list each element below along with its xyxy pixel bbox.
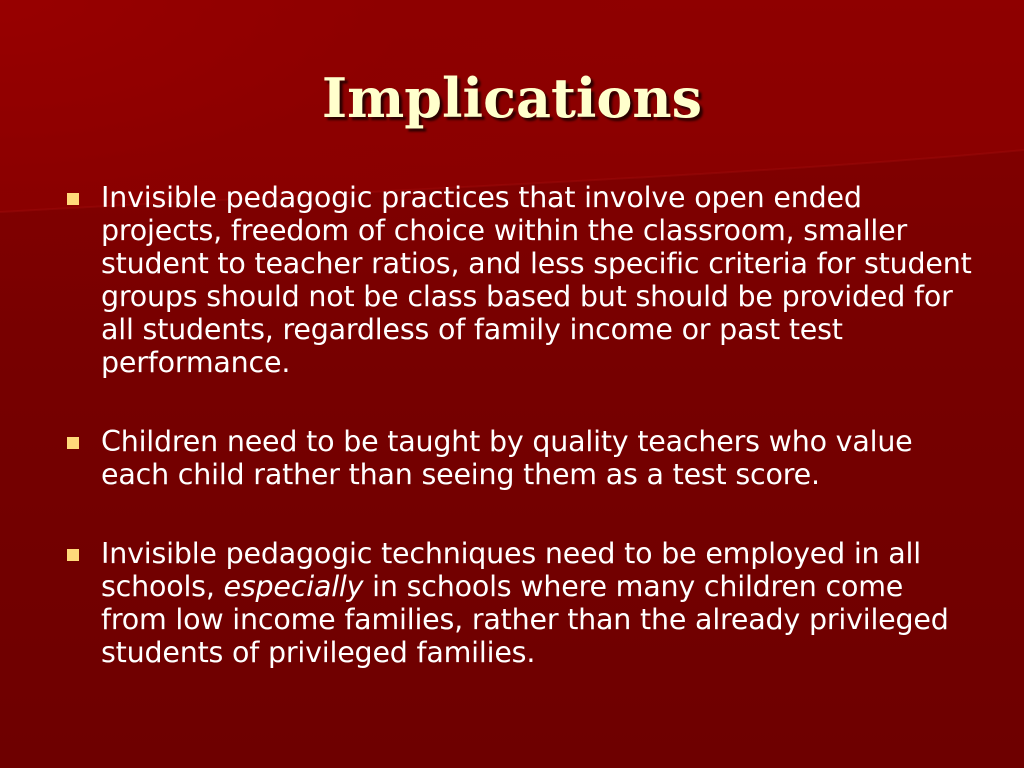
square-bullet-icon bbox=[67, 193, 79, 205]
bullet-text-3 bbox=[101, 537, 949, 669]
slide-title: Implications bbox=[321, 66, 703, 130]
bullet-text-3-start: Invisible pedagogic techniques need to be employed in all schools, bbox=[101, 537, 921, 603]
bullet-item-3 bbox=[64, 537, 974, 669]
bullet-item-1 bbox=[64, 181, 974, 379]
square-bullet-icon bbox=[67, 549, 79, 561]
bullet-item-2 bbox=[64, 425, 974, 491]
square-bullet-icon bbox=[67, 437, 79, 449]
bullet-text-3-emphasis: especially bbox=[223, 570, 364, 603]
bullet-list bbox=[64, 181, 974, 669]
bullet-text-3-end: in schools where many children come from low income families, rather than the already privileged students of privileged families. bbox=[101, 570, 949, 669]
bullet-text-2: Children need to be taught by quality teachers who value each child rather than seeing them as a test score. bbox=[101, 425, 913, 491]
bullet-text-1: Invisible pedagogic practices that involve open ended projects, freedom of choice within the classroom, smaller student to teacher ratios, and less specific criteria for student groups should not be class based but should be provided for all students, regardless of family income or past test performance. bbox=[101, 181, 972, 379]
